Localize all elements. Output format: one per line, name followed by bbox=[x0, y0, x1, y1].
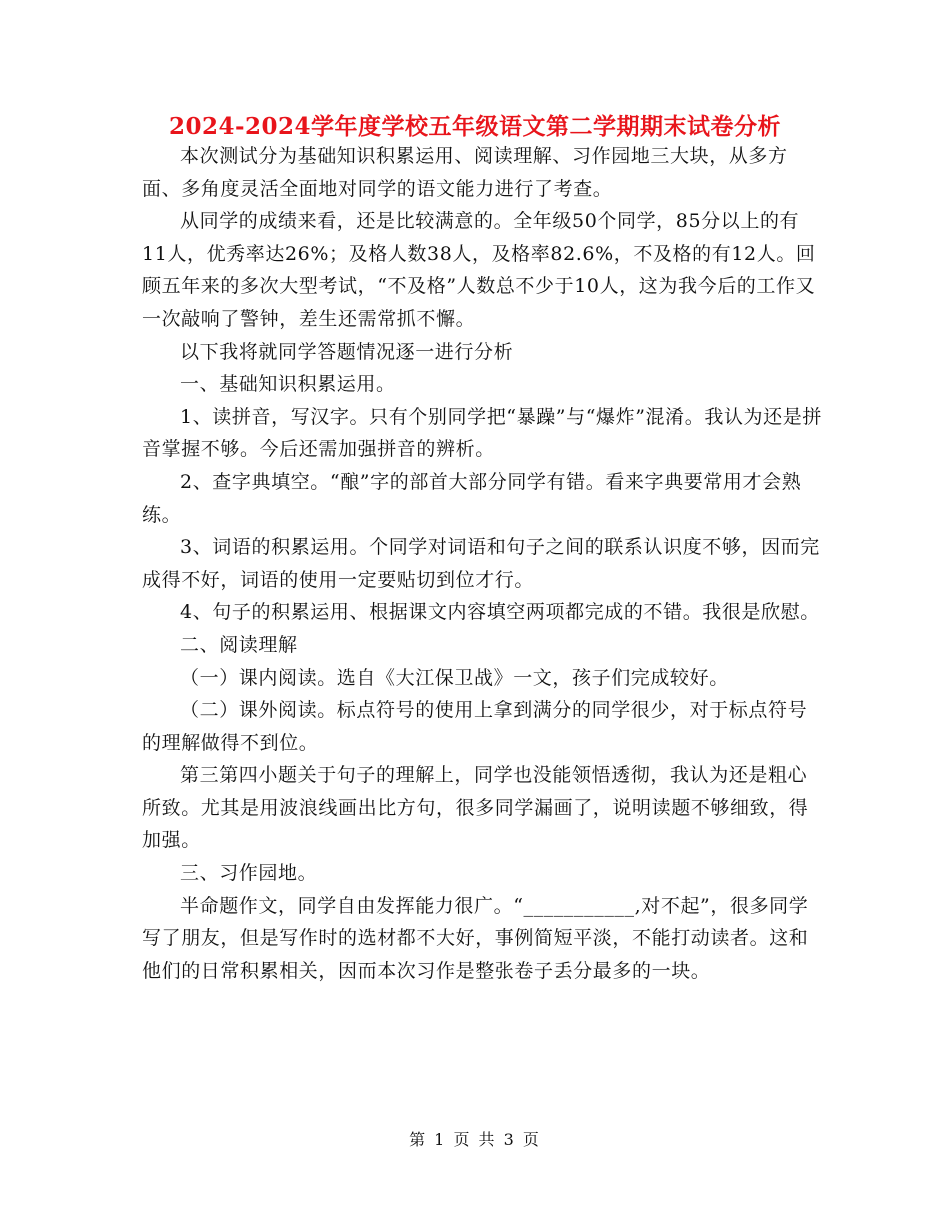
paragraph: 4、句子的积累运用、根据课文内容填空两项都完成的不错。我很是欣慰。 bbox=[180, 601, 820, 624]
paragraph: （一）课内阅读。选自《大江保卫战》一文，孩子们完成较好。 bbox=[180, 666, 729, 689]
page-footer: 第 1 页 共 3 页 bbox=[409, 1130, 541, 1149]
document-title: 2024-2024学年度学校五年级语文第二学期期末试卷分析 bbox=[168, 113, 782, 140]
section-heading: 一、基础知识积累运用。 bbox=[180, 373, 396, 396]
paragraph: 2、查字典填空。“酿”字的部首大部分同学有错。看来字典要常用才会熟练。 bbox=[142, 470, 802, 526]
paragraph: （二）课外阅读。标点符号的使用上拿到满分的同学很少，对于标点符号的理解做得不到位。 bbox=[142, 699, 808, 754]
paragraph: 第三第四小题关于句子的理解上，同学也没能领悟透彻，我认为还是粗心所致。尤其是用波浪线画出比方句，很多同学漏画了，说明读题不够细致，得加强。 bbox=[142, 764, 809, 852]
document-body bbox=[142, 140, 822, 987]
section-heading: 三、习作园地。 bbox=[180, 862, 318, 885]
paragraph: 半命题作文，同学自由发挥能力很广。“___________,对不起”，很多同学写了朋友，但是写作时的选材都不大好，事例简短平淡，不能打动读者。这和他们的日常积累相关，因而本次习作是整张卷子丢分最多的一块。 bbox=[142, 894, 809, 982]
section-heading: 二、阅读理解 bbox=[180, 633, 298, 656]
paragraph: 以下我将就同学答题情况逐一进行分析 bbox=[180, 340, 514, 363]
paragraph: 本次测试分为基础知识积累运用、阅读理解、习作园地三大块，从多方面、多角度灵活全面地对同学的语文能力进行了考查。 bbox=[142, 145, 788, 200]
paragraph: 1、读拼音，写汉字。只有个别同学把“暴躁”与“爆炸”混淆。我认为还是拼音掌握不够。今后还需加强拼音的辨析。 bbox=[142, 405, 822, 461]
paragraph: 从同学的成绩来看，还是比较满意的。全年级50个同学，85分以上的有11人，优秀率达26%；及格人数38人，及格率82.6%，不及格的有12人。回顾五年来的多次大型考试，“不及格”人数总不少于10人，这为我今后的工作又一次敲响了警钟，差生还需常抓不懈。 bbox=[142, 210, 816, 330]
paragraph: 3、词语的积累运用。个同学对词语和句子之间的联系认识度不够，因而完成得不好，词语的使用一定要贴切到位才行。 bbox=[142, 536, 820, 591]
